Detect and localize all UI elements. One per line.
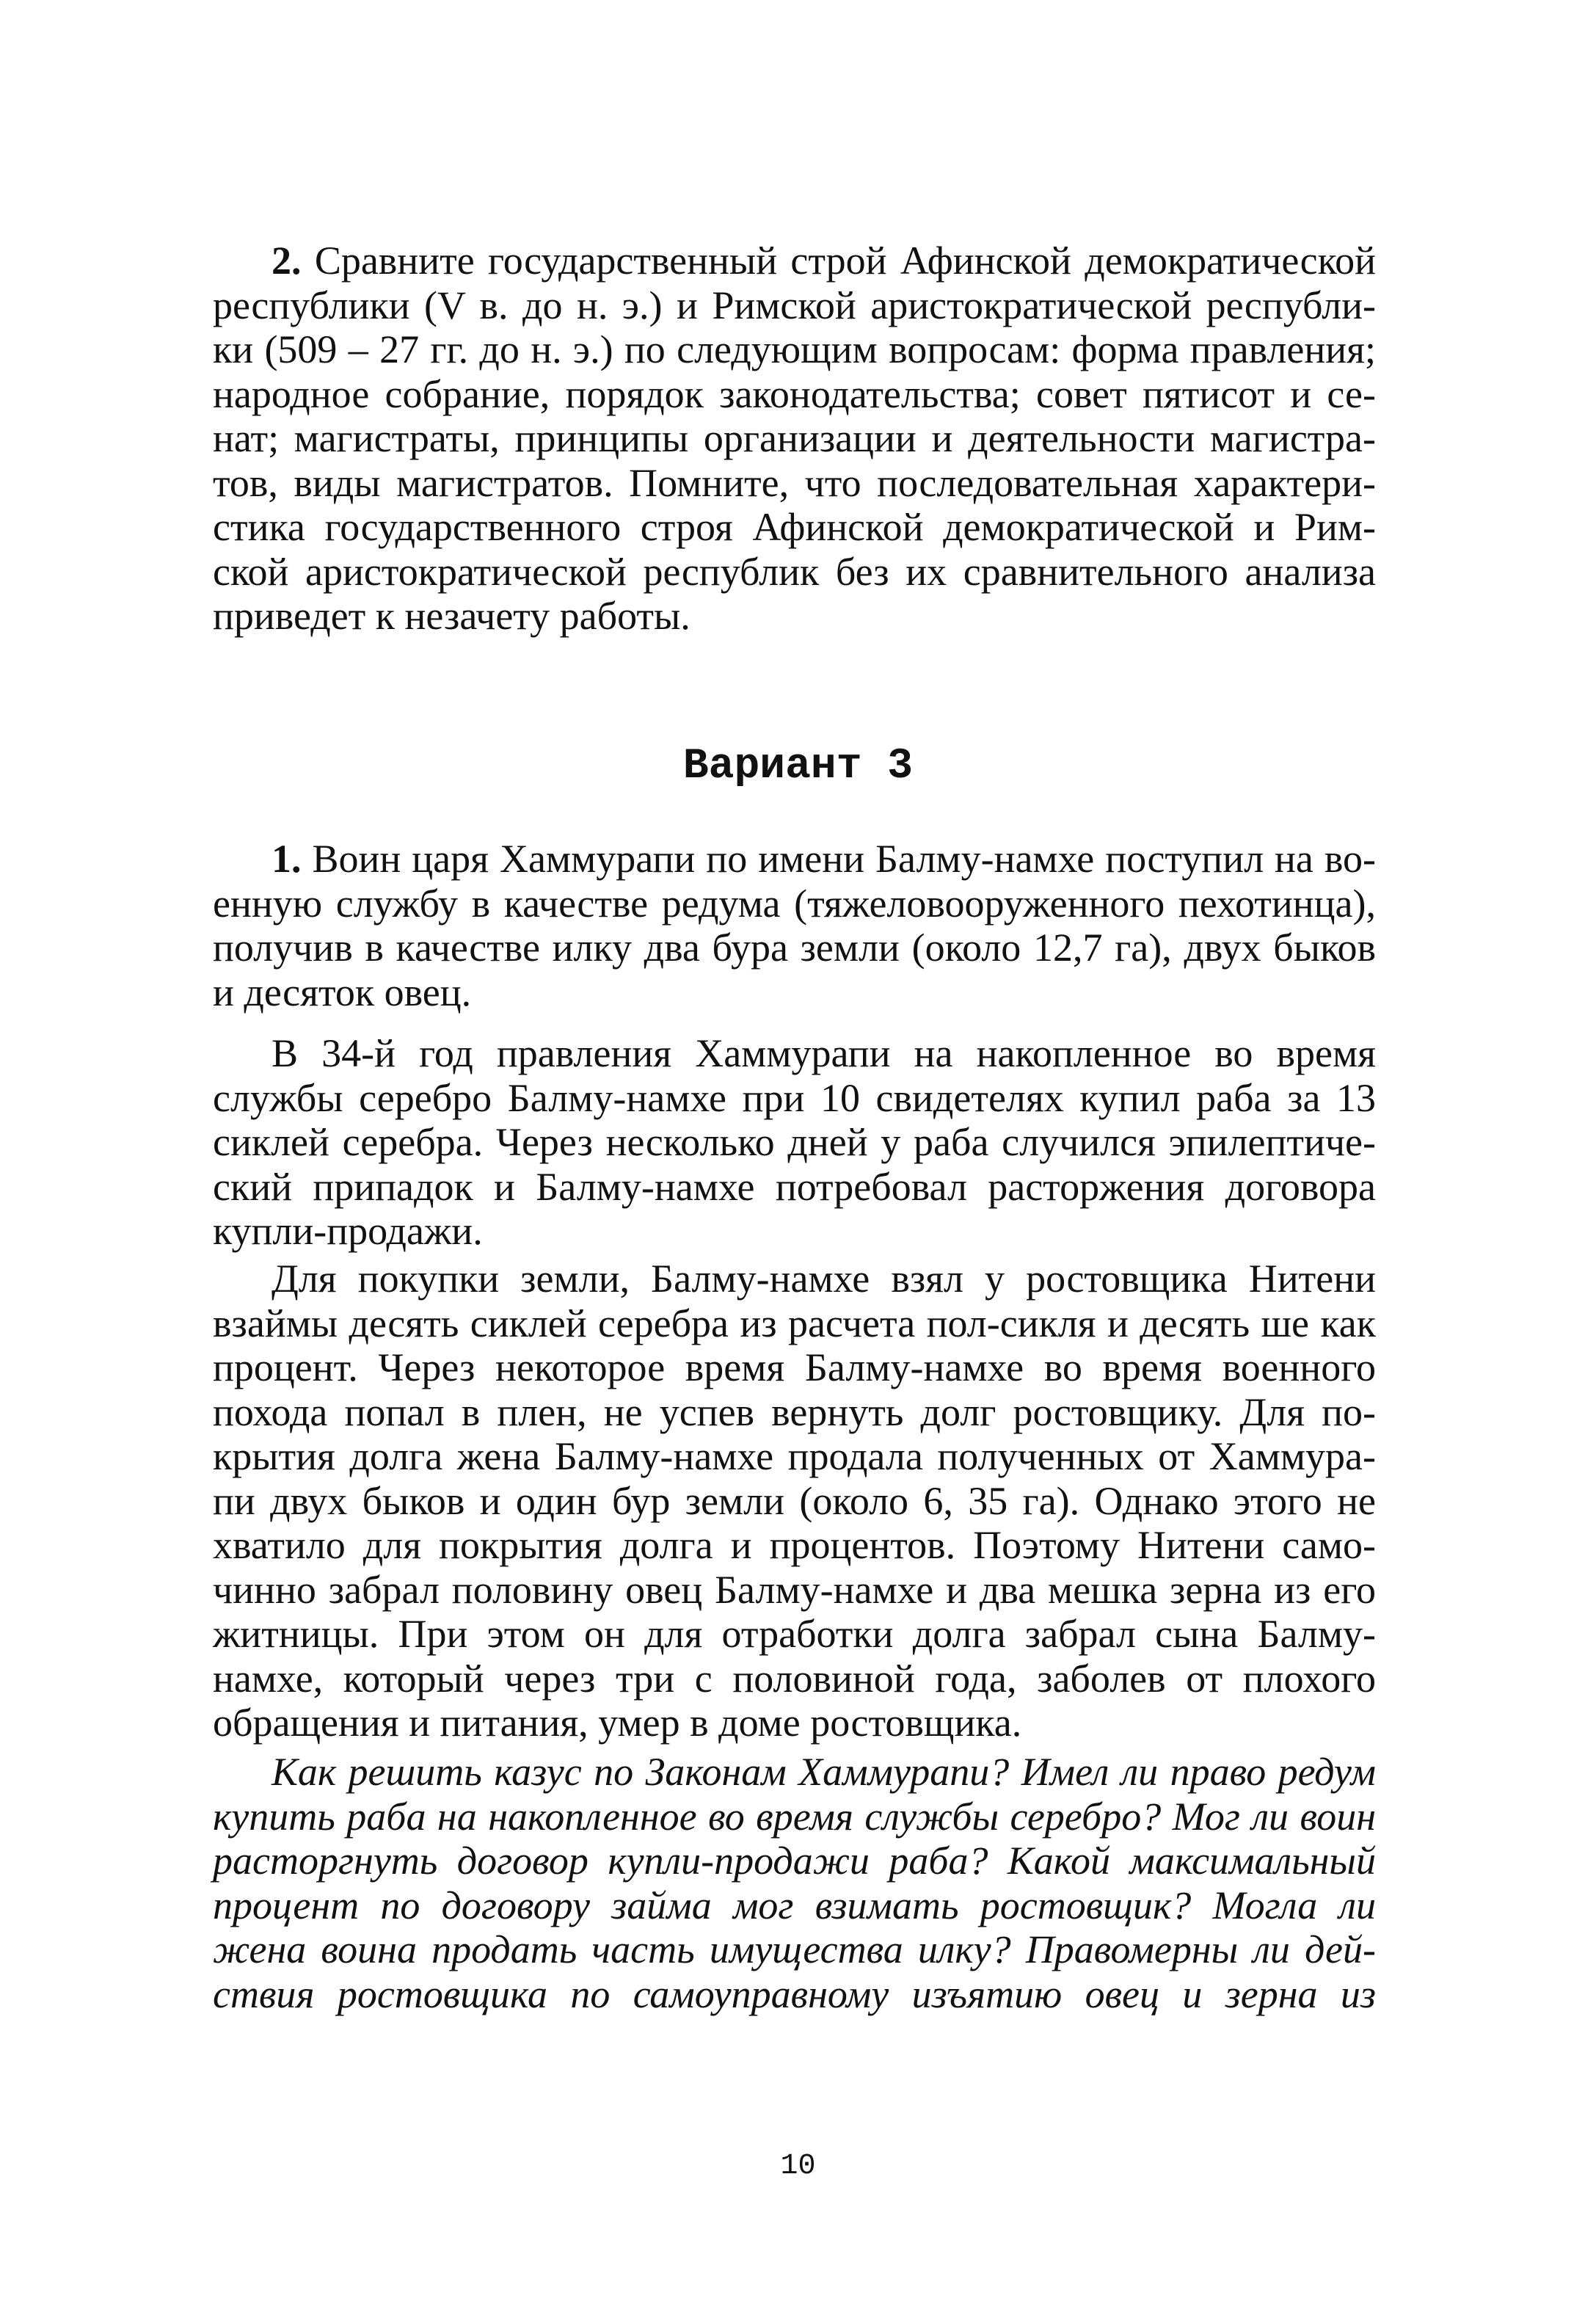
text-line: республики (V в. до н. э.) и Римской аристократической республи- — [213, 283, 1376, 327]
page-number: 10 — [780, 2150, 816, 2183]
text-line: ской аристократической республик без их сравнительного анализа — [213, 549, 1376, 594]
text-line: обращения и питания, умер в доме ростовщика. — [213, 1701, 1022, 1745]
text-line: расторгнуть договор купли-продажи раба? Какой максимальный — [213, 1839, 1376, 1883]
question-2-text — [213, 239, 1376, 639]
question-number: 1. — [272, 837, 302, 881]
text-line: 2. Сравните государственный строй Афинской демократической — [272, 239, 1376, 283]
text-line: енную службу в качестве редума (тяжеловооруженного пехотинца), — [213, 881, 1376, 926]
question-number: 2. — [272, 239, 302, 283]
text-line: ствия ростовщика по самоуправному изъятию овец и зерна из — [213, 1971, 1376, 2016]
text-line: намхе, который через три с половиной года, заболев от плохого — [213, 1656, 1376, 1701]
text-line: жена воина продать часть имущества илку? Правомерны ли дей- — [213, 1927, 1376, 1971]
question-1-paragraph-3 — [213, 1257, 1376, 1745]
text-line: хватило для покрытия долга и процентов. Поэтому Нитени само- — [213, 1523, 1376, 1567]
text-line: процент по договору займа мог взимать ростовщик? Могла ли — [213, 1883, 1376, 1927]
text-line: процент. Через некоторое время Балму-намхе во время военного — [213, 1345, 1376, 1389]
text-line: ки (509 – 27 гг. до н. э.) по следующим вопросам: форма правления; — [213, 327, 1376, 371]
text-line: 1. Воин царя Хаммурапи по имени Балму-намхе поступил на во- — [272, 837, 1376, 881]
text-line: купли-продажи. — [213, 1209, 483, 1253]
text-line: купить раба на накопленное во время службы серебро? Мог ли воин — [213, 1794, 1376, 1839]
text-line: чинно забрал половину овец Балму-намхе и два мешка зерна из его — [213, 1567, 1376, 1612]
text-line: приведет к незачету работы. — [213, 594, 690, 638]
text-line: стика государственного строя Афинской демократической и Рим- — [213, 505, 1376, 549]
question-1-paragraph-2 — [213, 1031, 1376, 1254]
text-line: Как решить казус по Законам Хаммурапи? Имел ли право редум — [272, 1750, 1376, 1794]
text-line: тов, виды магистратов. Помните, что последовательная характери- — [213, 460, 1376, 505]
text-line: сиклей серебра. Через несколько дней у раба случился эпилептиче- — [213, 1120, 1376, 1164]
text-line: получив в качестве илку два бура земли (около 12,7 га), двух быков — [213, 926, 1376, 970]
variant-heading: Вариант 3 — [682, 743, 914, 790]
text-line: В 34-й год правления Хаммурапи на накопленное во время — [272, 1031, 1376, 1075]
text-line: житницы. При этом он для отработки долга забрал сына Балму- — [213, 1612, 1376, 1656]
text-line: Для покупки земли, Балму-намхе взял у ростовщика Нитени — [272, 1257, 1376, 1301]
text-line: ский припадок и Балму-намхе потребовал расторжения договора — [213, 1164, 1376, 1209]
text-line: взаймы десять сиклей серебра из расчета пол-сикля и десять ше как — [213, 1301, 1376, 1345]
question-1-case-questions — [213, 1750, 1376, 2016]
text-line: крытия долга жена Балму-намхе продала полученных от Хаммура- — [213, 1434, 1376, 1478]
question-1-paragraph-1 — [213, 837, 1376, 1014]
text-line: народное собрание, порядок законодательства; совет пятисот и се- — [213, 371, 1376, 416]
text-line: службы серебро Балму-намхе при 10 свидетелях купил раба за 13 — [213, 1075, 1376, 1120]
text-line: пи двух быков и один бур земли (около 6, 35 га). Однако этого не — [213, 1478, 1376, 1523]
text-line: и десяток овец. — [213, 970, 472, 1014]
text-line: похода попал в плен, не успев вернуть долг ростовщику. Для по- — [213, 1389, 1376, 1434]
text-line: нат; магистраты, принципы организации и деятельности магистра- — [213, 416, 1376, 460]
